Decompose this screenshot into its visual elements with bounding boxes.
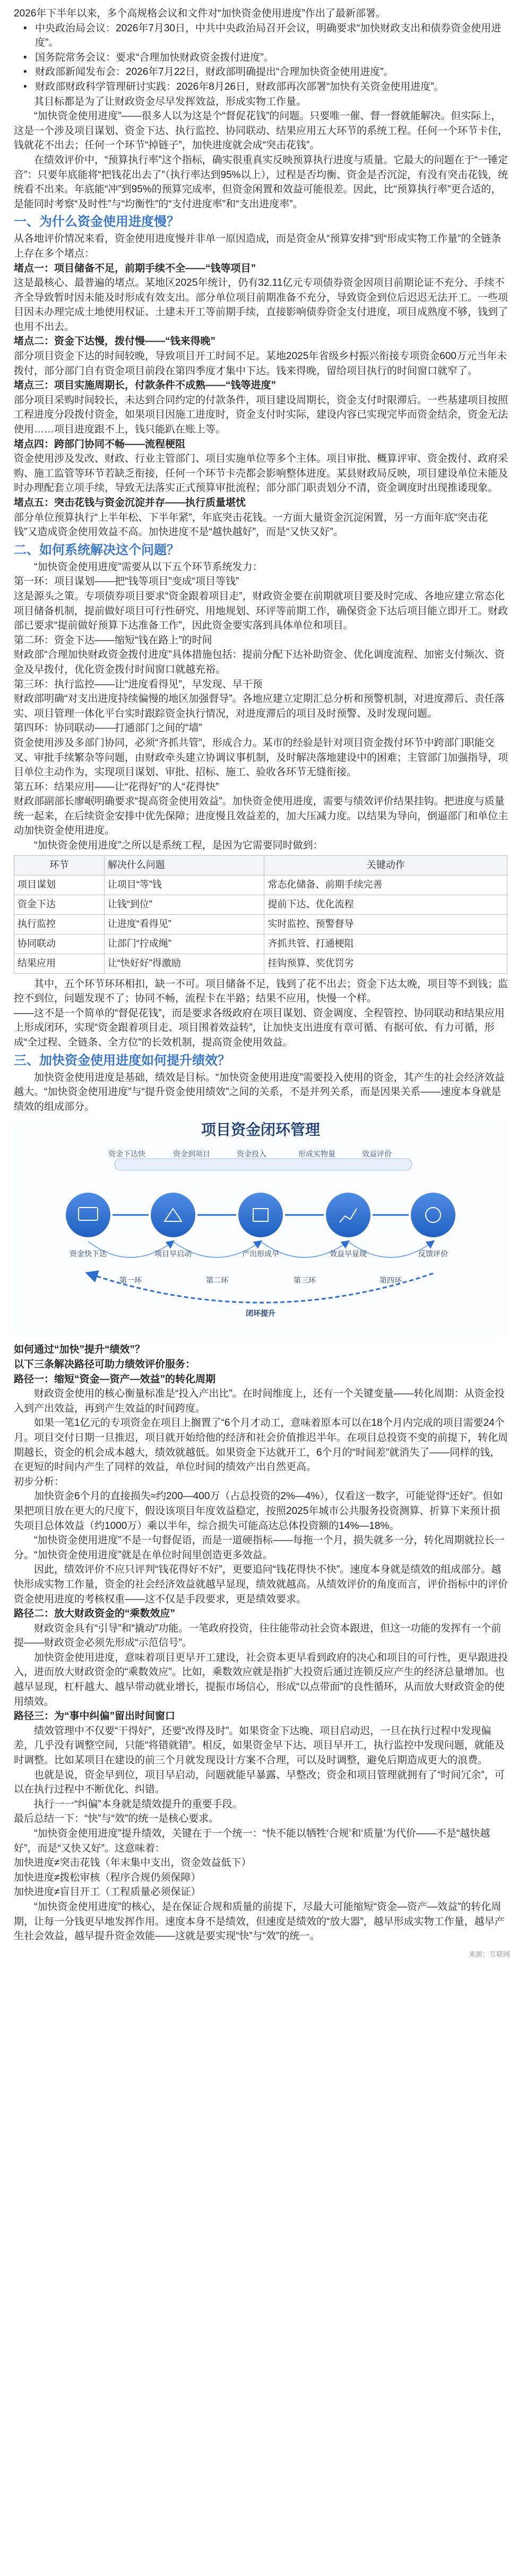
table-cell: 让项目“等”钱 bbox=[104, 875, 264, 895]
node-label: 资金快下达 bbox=[70, 1249, 107, 1259]
section-paragraph: 财政部明确“对支出进度持续偏慢的地区加强督导”。各地应建立定期汇总分析和预警机制，对进度滞后、责任落实、项目管理一体化平台实时跟踪资金执行情况，对进度滞后的项目及时预警、及时发现问题。 bbox=[14, 693, 505, 719]
diagram-node bbox=[65, 1192, 111, 1238]
section-paragraph: 财政资金使用的核心衡量标准是“投入产出比”。在时间维度上，还有一个关键变量——转化周期：从资金投入到产出效益，再到产生效益的时间跨度。 bbox=[14, 1388, 505, 1414]
section-heading: 二、如何系统解决这个问题？ bbox=[14, 542, 179, 557]
closed-loop-diagram bbox=[14, 1119, 507, 1336]
node-label: 效益早显现 bbox=[330, 1249, 367, 1259]
diagram-node bbox=[237, 1192, 284, 1238]
table-row bbox=[14, 954, 507, 973]
table-cell: 项目谋划 bbox=[14, 875, 105, 895]
intro-paragraph: 其目标都是为了让财政资金尽早发挥效益，形成实物工作量。 bbox=[34, 96, 307, 107]
table-row bbox=[14, 934, 507, 954]
section-paragraph: 最后总结一下：“快”与“效”的统一是核心要求。 bbox=[14, 1813, 219, 1825]
section-paragraph: 财政部“合理加快财政资金拨付进度”具体措施包括：提前分配下达补助资金、优化调度流程、加密支付频次、资金及早拨付，优化资金拨付时间窗口就越充裕。 bbox=[14, 649, 505, 675]
section-paragraph: 也就是说，资金早到位，项目早启动，问题就能早暴露、早整改；资金和项目管理就拥有了“时间冗余”，可以在执行过程中不断优化、纠错。 bbox=[14, 1769, 505, 1796]
subheading: 路径一：缩短“资金—资产—效益”的转化周期 bbox=[14, 1373, 216, 1385]
node-label: 项目早启动 bbox=[154, 1249, 192, 1259]
stage-label: 第一环 bbox=[119, 1276, 142, 1285]
section-heading: 一、为什么资金使用进度慢？ bbox=[14, 215, 179, 229]
section-paragraph: 部分项目资金下达的时间较晚，导致项目开工时间不足。某地2025年省级乡村振兴衔接专项资金600万元当年未拨付，部分部门自有资金项目前段在第四季度才集中下达。钱来得晚，留给项目执行的时间窗口就窄了。 bbox=[14, 351, 507, 377]
list-line: 加快进度≠盲目开工（工程质量必须保证） bbox=[14, 1886, 201, 1898]
intro-lead: 2026年下半年以来，多个高规格会议和文件对“加快资金使用进度”作出了最新部署。 bbox=[14, 8, 386, 19]
table-cell: 常态化储备、前期手续完善 bbox=[264, 875, 507, 895]
flow-label: 资金到项目 bbox=[173, 1150, 210, 1159]
section-paragraph: “加快资金使用进度”提升绩效，关键在于一个统一：“快不能以牺牲‘合规’和‘质量’为代价——不是“越快越好”，而是“又快又好”。这意味着： bbox=[14, 1828, 490, 1854]
table-header-cell: 关键动作 bbox=[264, 855, 507, 875]
diagram-title: 项目资金闭环管理 bbox=[201, 1121, 320, 1138]
subheading: 堵点三：项目实施周期长，付款条件不成熟——“钱等进度” bbox=[14, 380, 277, 392]
table-header-cell: 环节 bbox=[14, 855, 105, 875]
section-paragraph: 这是最核心、最普遍的堵点。某地区2025年统计，仍有32.11亿元专项债券资金因项目前期论证不充分、手续不齐全导致暂时因未能及时形成有效支出。部分单位项目前期准备不充分，导致资金到位后迟迟无法开工。一些项目因未办理完成土地使用权证、土建未开工等前期手续，直接影响债券资金支付进度，项目成熟度不够，钱到了也用不出去。 bbox=[14, 277, 508, 333]
subheading: 路径二：放大财政资金的“乘数效应” bbox=[14, 1608, 176, 1620]
table-cell: 实时监控、预警督导 bbox=[264, 914, 507, 934]
subheading: 堵点一：项目储备不足，前期手续不全——“钱等项目” bbox=[14, 262, 256, 274]
stage-label: 第四环 bbox=[380, 1276, 402, 1285]
intro-bullets bbox=[14, 21, 510, 95]
section-paragraph: 从各地评价情况来看，资金使用进度慢并非单一原因造成，而是资金从“预算安排”到“形成实物工作量”的全链条上存在多个堵点： bbox=[14, 233, 502, 259]
subheading: 以下三条解决路径可助力绩效评价服务： bbox=[14, 1359, 196, 1370]
diagram-node bbox=[325, 1192, 372, 1238]
section-paragraph: ——这不是一个简单的“督促花钱”，而是要求各级政府在项目谋划、资金调度、全程管控、协同联动和结果应用上形成闭环，实现“资金跟着项目走、项目围着效益转”，让加快支出进度有章可循、有据可依、有力可循，形成“全过程、全链条、全方位”的长效机制，提高资金使用效益。 bbox=[14, 1007, 505, 1049]
section-paragraph: 初步分析： bbox=[14, 1476, 65, 1487]
subheading: 堵点四：跨部门协同不畅——流程梗阻 bbox=[14, 438, 186, 450]
intro-bullet: • 国务院常务会议：要求“合理加快财政资金拨付进度”。 bbox=[28, 50, 510, 65]
diagram-node bbox=[410, 1192, 456, 1238]
section-paragraph: 财政部副部长廖岷明确要求“提高资金使用效益”。加快资金使用进度，需要与绩效评价结果挂钩。把进度与质量统一起来，在后续资金安排中优先保障；进度慢且效益差的，加大压减力度。以结果为导向，倒逼部门和单位主动加快资金使用进度。 bbox=[14, 796, 508, 837]
summary-table bbox=[14, 855, 507, 974]
section-paragraph: “加快资金使用进度”需要从以下五个环节系统发力： bbox=[34, 561, 263, 573]
table-cell: 让部门“拧成绳” bbox=[104, 934, 264, 954]
flow-label: 资金下达快 bbox=[108, 1150, 145, 1159]
section-paragraph: 部分项目采购时间较长，未达到合同约定的付款条件，项目建设周期长，资金支付时限滞后。一些基建项目按照工程进度分段拨付资金，如果项目因施工进度时，资金支付时实际，建设内容已实现完毕而资金结余，资金无法使用……项目进度跟不上，钱只能趴在账上等。 bbox=[14, 394, 508, 436]
section-heading: 三、加快资金使用进度如何提升绩效？ bbox=[14, 1053, 230, 1068]
list-line: 加快进度≠拨松审核（程序合规仍须保障） bbox=[14, 1872, 201, 1883]
stage-label: 第二环 bbox=[206, 1276, 228, 1285]
section-paragraph: “加快资金使用进度”不是一句督促语，而是一道硬指标——每拖一个月，损失就多一分，转化周期就拉长一分。“加快资金使用进度”就是在单位时间里创造更多效益。 bbox=[14, 1535, 505, 1561]
section-paragraph: 绩效管理中不仅要“干得好”，还要“改得及时”。如果资金下达晚、项目启动迟，一旦在执行过程中发现偏差，几乎没有调整空间，只能“将错就错”。相反，如果资金早下达、项目早开工，执行监控中发现问题，就能及时调整。比如某项目在建设的前三个月就发现设计方案不合理，可以及时调整，避免后期造成更大的浪费。 bbox=[14, 1725, 505, 1766]
flow-label: 效益评价 bbox=[362, 1150, 392, 1159]
table-row bbox=[14, 914, 507, 934]
section-paragraph: 财政资金具有“引导”和“撬动”功能。一笔政府投资，往往能带动社会资本跟进，但这一功能的发挥有一个前提——财政资金必须先形成“示范信号”。 bbox=[14, 1622, 502, 1649]
section-paragraph: 因此，绩效评价不应只评判“钱花得好不好”，更要追问“钱花得快不快”。速度本身就是绩效的组成部分。越快形成实物工作量，资金的社会经济效益就越早显现，绩效就越高。从绩效评价的角度而言，评价指标中的评价资金使用进度的考核权重——这不仅是手段要求，更是绩效要求。 bbox=[14, 1564, 508, 1605]
stage-label: 第三环 bbox=[294, 1276, 316, 1285]
section-paragraph: 如果一笔1亿元的专项资金在项目上搁置了“6个月才动工，意味着原本可以在18个月内完成的项目需要24个月。项目交付日期一旦推迟，项目就开始给他的经济和社会价值推迟半年。在项目总投资不变的前提下，转化周期越长，资金的机会成本越大，绩效就越低。如果资金下达就开工，6个月的“时间差”就消失了——同样的钱，在更短的时间内产生了同样的效益，单位时间的绩效产出自然更高。 bbox=[14, 1417, 508, 1473]
subheading: 堵点二：资金下达慢，拨付慢——“钱来得晚” bbox=[14, 336, 216, 347]
table-cell: 让“快好好”得激励 bbox=[104, 954, 264, 973]
subheading-plain: 第三环：执行监控——让“进度看得见”，早发现、早干预 bbox=[14, 678, 263, 690]
table-cell: 挂钩预算、奖优罚劣 bbox=[264, 954, 507, 973]
section-paragraph: 执行一一“纠偏”本身就是绩效提升的重要手段。 bbox=[34, 1798, 243, 1810]
section-paragraph: “加快资金使用进度”之所以是系统工程，是因为它需要同时做到： bbox=[34, 840, 323, 852]
intro-paragraph: 在绩效评价中，“预算执行率”这个指标，确实很重真实反映预算执行进度与质量。它最大的问题在于“一锤定音”：只要年底能将“把钱花出去了”（执行率达到95%以上），过程是否均衡、资金是否沉淀，有没有突击花钱，统统看不出来。年底能“冲”到95%的预算完成率，但资金闲置和效益可能很差。因此，比“预算执行率”更合适的，是能同时考察“及时性”与“均衡性”的“支付进度率”和“支出进度率”。 bbox=[14, 154, 508, 210]
subheading: 堵点五：突击花钱与资金沉淀并存——执行质量堪忧 bbox=[14, 497, 246, 508]
subheading: 路径三：为“事中纠偏”留出时间窗口 bbox=[14, 1711, 176, 1722]
table-cell: 结果应用 bbox=[14, 954, 105, 973]
section-paragraph: 加快资金6个月的直接损失≈约200—400万（占总投资的2%—4%），仅看这一数字，可能觉得“还好”。但如果把项目放在更大的尺度下，假设该项目年度效益稳定，按照2025年城市公共服务投资测算、折算下来预计损失项目总体效益（约1000万）乘以半年，综合损失可能高达总体投资额的14%—18%。 bbox=[14, 1491, 503, 1532]
subheading: 如何通过“加快”提升“绩效”？ bbox=[14, 1344, 145, 1356]
section-paragraph: 资金使用涉及发改、财政、行业主管部门、项目实施单位等多个主体。项目审批、概算评审、资金拨付、政府采购、施工监管等环节若缺乏衔接，任何一个环节卡壳都会影响整体进度。某县财政局反映，项目建设单位未能及时办理配套立项手续，导致无法落实正式预算审批流程；部分部门职责划分不清，资金调度时出现推诿现象。 bbox=[14, 453, 508, 494]
table-header-cell: 解决什么问题 bbox=[104, 855, 264, 875]
subheading-plain: 第四环：协同联动——打通部门之间的“墙” bbox=[14, 722, 202, 734]
intro-bullet: • 财政部财政科学管理研讨实践：2026年8月26日，财政部再次部署“加快有关资金使用进度”。 bbox=[28, 80, 510, 95]
section-paragraph: 部分单位预算执行“上半年松、下半年紧”，年底突击花钱。一方面大量资金沉淀闲置，另一方面年底“突击花钱”又造成资金使用效益不高。加快进度不是“越快越好”，而是“又快又好”。 bbox=[14, 512, 488, 538]
table-cell: 协同联动 bbox=[14, 934, 105, 954]
diagram-footer: 闭环提升 bbox=[246, 1309, 275, 1318]
section-paragraph: 加快资金使用进度是基础，绩效是目标。“加快资金使用进度”需要投入使用的资金，其产生的社会经济效益越大。“加快资金使用进度”与“提升资金使用绩效”之间的关系，不是并列关系，而是因果关系——速度本身就是绩效的组成部分。 bbox=[14, 1072, 505, 1112]
source-note: 来源：互联网 bbox=[468, 1950, 510, 1958]
table-header-row bbox=[14, 855, 507, 875]
node-label: 产出形成早 bbox=[242, 1249, 279, 1259]
table-cell: 执行监控 bbox=[14, 914, 105, 934]
table-row bbox=[14, 895, 507, 914]
section-paragraph: 其中，五个环节环环相扣，缺一不可。项目储备不足，钱到了花不出去；资金下达太晚，项目等不到钱；监控不到位，问题发现不了；协同不畅，流程卡在半路；结果不应用，快慢一个样。 bbox=[14, 978, 508, 1005]
subheading-plain: 第五环：结果应用——让“花得好”的人“花得快” bbox=[14, 781, 219, 793]
table-cell: 提前下达、优化流程 bbox=[264, 895, 507, 914]
node-label: 反馈评价 bbox=[418, 1249, 448, 1259]
section-paragraph: “加快资金使用进度”的核心，是在保证合规和质量的前提下，尽最大可能缩短“资金—资产—效益”的转化周期，让每一分钱更早地发挥作用。速度本身不是绩效，但速度是绩效的“放大器”，越早形成实物工作量，越早产生社会效益，越早提升资金效能——这就是要实现“快”与“效”的统一。 bbox=[14, 1901, 505, 1942]
section-paragraph: 资金使用涉及多部门协同，必须“齐抓共管”，形成合力。某市的经验是针对项目资金拨付环节中跨部门职能交叉、审批手续繁杂等问题，由财政牵头建立协调议事机制，及时解决落地建设中的困难；主管部门加强指导，项目单位主动作为，实现项目谋划、审批、招标、施工、验收各环节无缝衔接。 bbox=[14, 737, 508, 778]
subheading-plain: 第二环：资金下达——缩短“钱在路上”的时间 bbox=[14, 634, 212, 646]
table-cell: 齐抓共管、打通梗阻 bbox=[264, 934, 507, 954]
diagram-node bbox=[150, 1192, 196, 1238]
table-cell: 让钱“到位” bbox=[104, 895, 264, 914]
table-cell: 让进度“看得见” bbox=[104, 914, 264, 934]
list-line: 加快进度≠突击花钱（年末集中支出，资金效益低下） bbox=[14, 1857, 252, 1869]
section-paragraph: 加快资金使用进度，意味着项目更早开工建设，社会资本更早看到政府的决心和项目的可行性，更早跟进投入，进而放大财政资金的“乘数效应”。比如，乘数效应就是指扩大投资后通过连锁反应产生的经济总量增加。也越早显现，杠杆越大、越早带动就业增长，提振市场信心，形成“以点带面”的良性循环，从而放大财政资金的使用绩效。 bbox=[14, 1652, 508, 1707]
table-row bbox=[14, 875, 507, 895]
flow-label: 资金投入 bbox=[237, 1150, 266, 1159]
flow-label: 形成实物量 bbox=[298, 1150, 335, 1159]
intro-bullet: • 财政部新闻发布会：2026年7月22日，财政部明确提出“合理加快资金使用进度”。 bbox=[28, 65, 510, 80]
subheading-plain: 第一环：项目谋划——把“钱等项目”变成“项目等钱” bbox=[14, 576, 239, 588]
intro-paragraph: “加快资金使用进度”——很多人以为这是个“督促花钱”的问题。只要唯一催、督一督就能解决。但实际上，这是一个涉及项目谋划、资金下达、执行监控、协同联动、结果应用五大环节的系统工程。任何一个环节卡住，钱就花不出去；任何一个环节“掉链子”，加快进度就会成“突击花钱”。 bbox=[14, 110, 508, 151]
section-paragraph: 这是源头之策。专项债券项目要求“资金跟着项目走”，财政资金要在前期就项目要及时完成、各地应建立常态化项目储备机制，提前做好项目可行性研究、用地规划、环评等前期工作，确保资金下达后项目能立即开工。财政部已要求“提前做好预算下达准备工作”，因此资金要实落到具体单位和项目。 bbox=[14, 590, 508, 632]
intro-bullet: • 中央政治局会议：2026年7月30日，中共中央政治局召开会议，明确要求“加快财政支出和债券资金使用进度”。 bbox=[28, 21, 510, 50]
table-cell: 资金下达 bbox=[14, 895, 105, 914]
